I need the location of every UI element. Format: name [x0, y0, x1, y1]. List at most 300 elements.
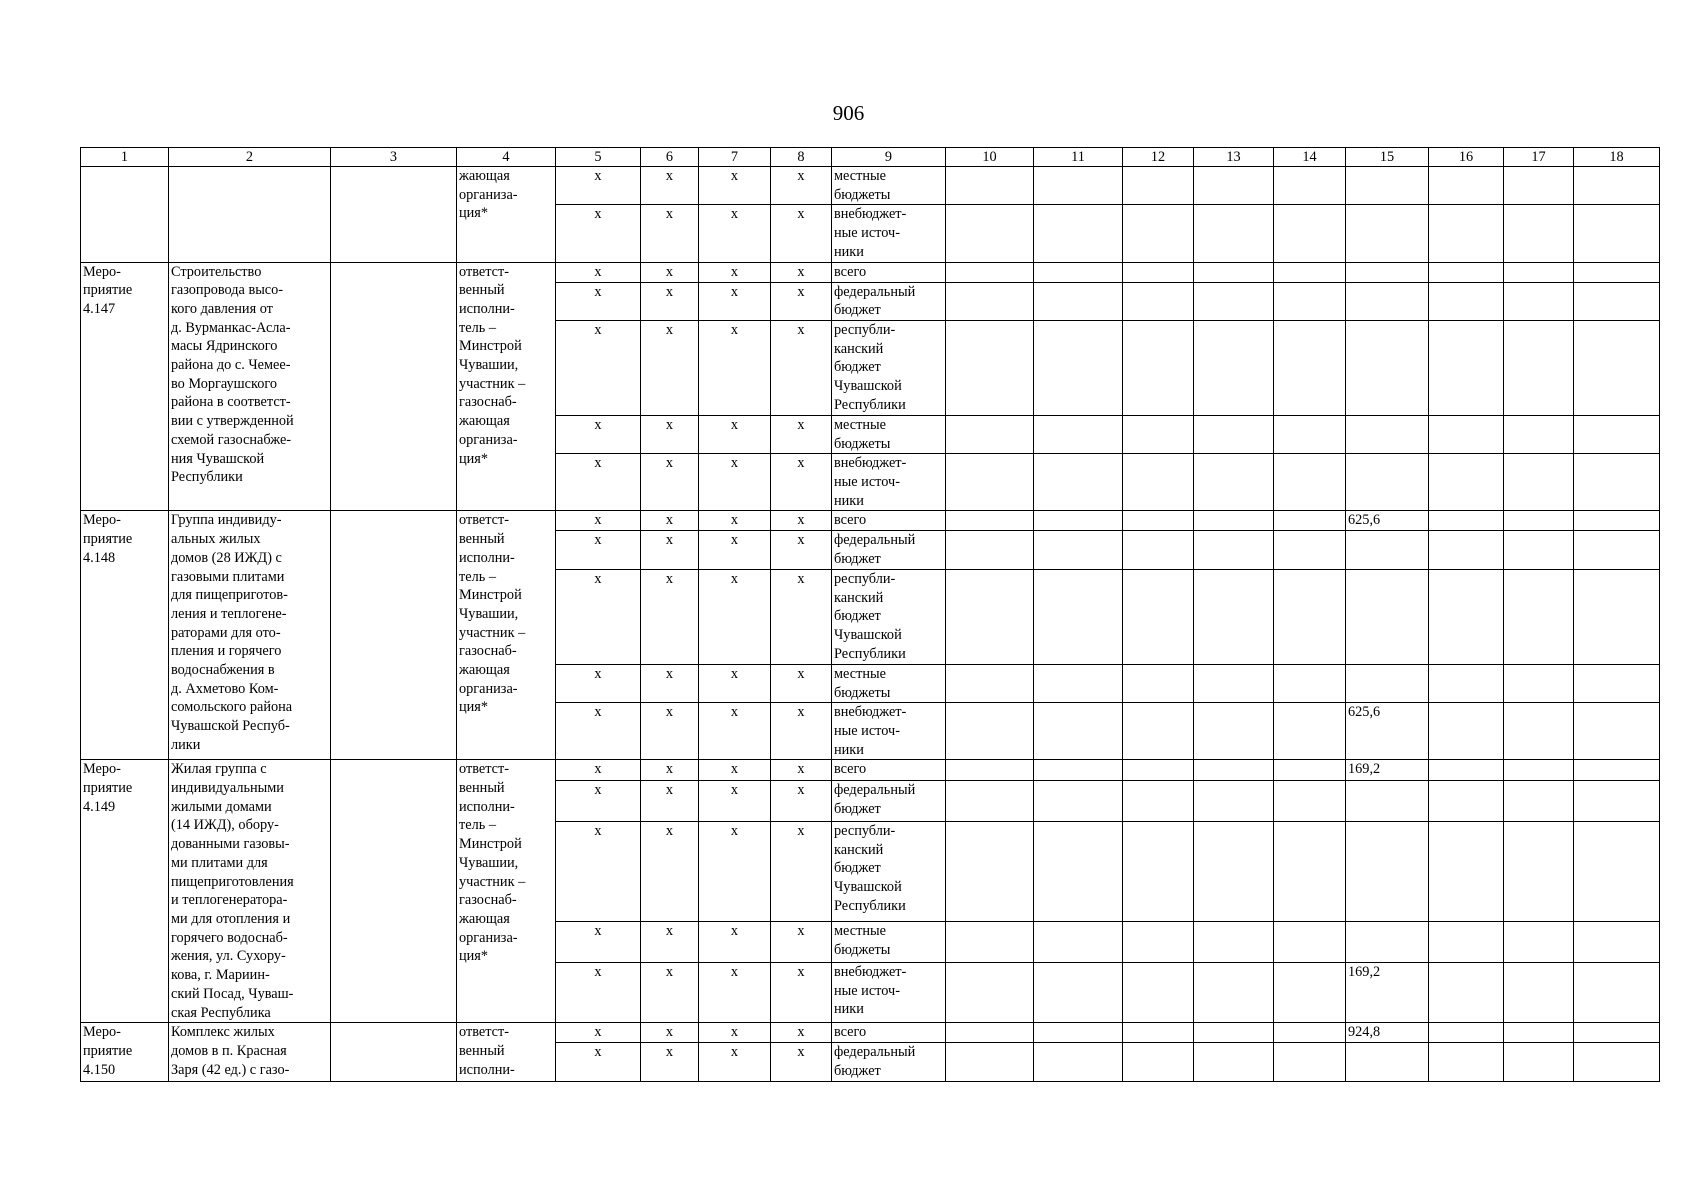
value-cell: [1194, 703, 1274, 760]
value-cell: [946, 167, 1034, 205]
x-mark: x: [699, 262, 771, 282]
value-cell: [1034, 569, 1123, 664]
value-cell: [946, 822, 1034, 922]
value-cell: [946, 454, 1034, 511]
value-cell: [1429, 1043, 1504, 1081]
funding-source: внебюджет- ные источ- ники: [832, 454, 946, 511]
budget-table: [80, 147, 1660, 1082]
value-cell: [1034, 1023, 1123, 1043]
x-mark: x: [771, 822, 832, 922]
funding-source: всего: [832, 262, 946, 282]
value-cell: [1574, 822, 1660, 922]
value-cell: [1034, 962, 1123, 1022]
measure-name: Комплекс жилых домов в п. Красная Заря (42 ед.) с газо-: [169, 1023, 331, 1081]
value-column-15: 169,2: [1346, 962, 1429, 1022]
value-cell: [1194, 531, 1274, 569]
value-cell: [1574, 167, 1660, 205]
value-cell: [1429, 781, 1504, 822]
value-column-15: 924,8: [1346, 1023, 1429, 1043]
value-cell: [1429, 454, 1504, 511]
value-cell: [1574, 320, 1660, 415]
value-cell: [1504, 703, 1574, 760]
value-cell: [946, 664, 1034, 702]
x-mark: x: [699, 664, 771, 702]
value-column-15: [1346, 205, 1429, 262]
x-mark: x: [699, 569, 771, 664]
funding-source: федеральный бюджет: [832, 781, 946, 822]
x-mark: x: [771, 511, 832, 531]
value-cell: [1574, 415, 1660, 453]
column-number-header: 18: [1574, 148, 1660, 167]
value-cell: [1194, 664, 1274, 702]
value-cell: [1429, 320, 1504, 415]
value-cell: [1504, 262, 1574, 282]
value-cell: [1504, 282, 1574, 320]
value-cell: [1194, 511, 1274, 531]
value-cell: [1574, 703, 1660, 760]
funding-source: внебюджет- ные источ- ники: [832, 703, 946, 760]
value-cell: [1034, 511, 1123, 531]
value-cell: [1274, 262, 1346, 282]
column-number-header: 7: [699, 148, 771, 167]
x-mark: x: [699, 511, 771, 531]
value-cell: [946, 922, 1034, 963]
column-number-header: 6: [641, 148, 699, 167]
column-number-header: 5: [556, 148, 641, 167]
value-cell: [1574, 531, 1660, 569]
value-cell: [1429, 569, 1504, 664]
value-cell: [1194, 822, 1274, 922]
value-cell: [946, 703, 1034, 760]
value-cell: [946, 262, 1034, 282]
value-cell: [1574, 922, 1660, 963]
value-cell: [1034, 1043, 1123, 1081]
value-cell: [1034, 454, 1123, 511]
value-cell: [1504, 822, 1574, 922]
value-cell: [1034, 760, 1123, 781]
value-cell: [1429, 962, 1504, 1022]
x-mark: x: [556, 531, 641, 569]
column-number-header: 14: [1274, 148, 1346, 167]
value-cell: [1123, 531, 1194, 569]
x-mark: x: [771, 205, 832, 262]
column-number-header: 9: [832, 148, 946, 167]
x-mark: x: [556, 282, 641, 320]
funding-source: местные бюджеты: [832, 415, 946, 453]
value-cell: [1034, 922, 1123, 963]
x-mark: x: [641, 760, 699, 781]
value-cell: [1574, 664, 1660, 702]
value-cell: [1123, 511, 1194, 531]
value-cell: [1123, 282, 1194, 320]
x-mark: x: [699, 1023, 771, 1043]
funding-source: местные бюджеты: [832, 167, 946, 205]
x-mark: x: [771, 760, 832, 781]
value-cell: [1123, 760, 1194, 781]
column-3-cell: [331, 760, 457, 1023]
x-mark: x: [556, 1023, 641, 1043]
value-cell: [1123, 822, 1194, 922]
x-mark: x: [771, 415, 832, 453]
value-cell: [1194, 1043, 1274, 1081]
value-column-15: [1346, 531, 1429, 569]
value-cell: [946, 962, 1034, 1022]
x-mark: x: [641, 282, 699, 320]
value-cell: [1504, 320, 1574, 415]
funding-source: федеральный бюджет: [832, 282, 946, 320]
value-cell: [1429, 205, 1504, 262]
x-mark: x: [699, 781, 771, 822]
value-column-15: [1346, 664, 1429, 702]
x-mark: x: [556, 511, 641, 531]
value-cell: [1123, 415, 1194, 453]
measure-name: Группа индивиду- альных жилых домов (28 ИЖД) с газовыми плитами для пищеприготов- ления и теплогене- раторами для ото- пления и горячего водоснабжения в д. Ахметово Ком- сомольского района Чувашской Респуб- лики: [169, 511, 331, 760]
value-cell: [1034, 205, 1123, 262]
value-cell: [1574, 1043, 1660, 1081]
column-number-header: 8: [771, 148, 832, 167]
value-cell: [946, 760, 1034, 781]
measure-code: [81, 167, 169, 263]
funding-source: внебюджет- ные источ- ники: [832, 205, 946, 262]
funding-source: федеральный бюджет: [832, 531, 946, 569]
x-mark: x: [556, 320, 641, 415]
value-column-15: [1346, 320, 1429, 415]
x-mark: x: [641, 205, 699, 262]
x-mark: x: [699, 531, 771, 569]
value-cell: [1123, 262, 1194, 282]
value-cell: [1429, 167, 1504, 205]
column-3-cell: [331, 167, 457, 263]
value-cell: [1034, 531, 1123, 569]
x-mark: x: [556, 781, 641, 822]
value-cell: [1123, 205, 1194, 262]
value-cell: [1274, 760, 1346, 781]
funding-source: всего: [832, 1023, 946, 1043]
x-mark: x: [641, 822, 699, 922]
value-cell: [1274, 511, 1346, 531]
column-number-header: 13: [1194, 148, 1274, 167]
value-cell: [946, 1023, 1034, 1043]
value-cell: [1194, 205, 1274, 262]
x-mark: x: [641, 262, 699, 282]
value-cell: [1274, 962, 1346, 1022]
measure-name: Строительство газопровода высо- кого давления от д. Вурманкас-Асла- масы Ядринского района до с. Чемее- во Моргаушского района в соответст- вии с утвержденной схемой газоснабже- ния Чувашской Республики: [169, 262, 331, 511]
x-mark: x: [699, 703, 771, 760]
value-column-15: [1346, 454, 1429, 511]
value-cell: [946, 781, 1034, 822]
column-number-header: 11: [1034, 148, 1123, 167]
x-mark: x: [771, 1043, 832, 1081]
table-row: [81, 167, 1660, 205]
value-cell: [1504, 569, 1574, 664]
value-cell: [1194, 262, 1274, 282]
value-cell: [1274, 167, 1346, 205]
value-cell: [1194, 781, 1274, 822]
column-number-header: 10: [946, 148, 1034, 167]
value-cell: [1123, 1043, 1194, 1081]
value-cell: [1274, 781, 1346, 822]
page-number: 906: [832, 101, 865, 125]
x-mark: x: [641, 454, 699, 511]
value-cell: [1123, 703, 1194, 760]
value-cell: [1574, 282, 1660, 320]
value-cell: [1034, 320, 1123, 415]
x-mark: x: [556, 454, 641, 511]
x-mark: x: [699, 415, 771, 453]
funding-source: республи- канский бюджет Чувашской Республики: [832, 822, 946, 922]
value-cell: [1504, 511, 1574, 531]
x-mark: x: [641, 962, 699, 1022]
value-cell: [1574, 1023, 1660, 1043]
value-cell: [1194, 282, 1274, 320]
value-cell: [1034, 282, 1123, 320]
measure-code: Меро- приятие 4.147: [81, 262, 169, 511]
x-mark: x: [641, 664, 699, 702]
x-mark: x: [771, 454, 832, 511]
x-mark: x: [771, 531, 832, 569]
value-cell: [1429, 822, 1504, 922]
value-cell: [1194, 922, 1274, 963]
value-cell: [1429, 511, 1504, 531]
value-cell: [1034, 167, 1123, 205]
value-cell: [1123, 664, 1194, 702]
value-cell: [1274, 531, 1346, 569]
x-mark: x: [641, 703, 699, 760]
executor-cell: ответст- венный исполни- тель – Минстрой Чувашии, участник – газоснаб- жающая организа- ция*: [457, 511, 556, 760]
value-cell: [1574, 781, 1660, 822]
value-cell: [1034, 664, 1123, 702]
value-cell: [1194, 962, 1274, 1022]
measure-code: Меро- приятие 4.148: [81, 511, 169, 760]
x-mark: x: [556, 262, 641, 282]
x-mark: x: [771, 282, 832, 320]
value-cell: [1504, 1023, 1574, 1043]
table-row: [81, 1023, 1660, 1043]
value-cell: [1123, 454, 1194, 511]
value-cell: [1274, 703, 1346, 760]
table-row: [81, 262, 1660, 282]
value-cell: [1429, 282, 1504, 320]
x-mark: x: [699, 760, 771, 781]
measure-code: Меро- приятие 4.149: [81, 760, 169, 1023]
value-cell: [1504, 415, 1574, 453]
value-cell: [946, 511, 1034, 531]
x-mark: x: [699, 454, 771, 511]
value-cell: [1274, 922, 1346, 963]
value-cell: [1123, 922, 1194, 963]
x-mark: x: [641, 1023, 699, 1043]
x-mark: x: [699, 167, 771, 205]
column-number-header: 12: [1123, 148, 1194, 167]
funding-source: федеральный бюджет: [832, 1043, 946, 1081]
column-number-row: [81, 148, 1660, 167]
value-column-15: [1346, 262, 1429, 282]
x-mark: x: [641, 569, 699, 664]
value-cell: [1034, 262, 1123, 282]
value-cell: [1123, 962, 1194, 1022]
x-mark: x: [556, 205, 641, 262]
executor-cell: жающая организа- ция*: [457, 167, 556, 263]
x-mark: x: [771, 320, 832, 415]
value-column-15: 625,6: [1346, 703, 1429, 760]
x-mark: x: [699, 282, 771, 320]
x-mark: x: [556, 415, 641, 453]
value-cell: [1504, 760, 1574, 781]
value-cell: [1504, 962, 1574, 1022]
value-cell: [1429, 760, 1504, 781]
value-cell: [1123, 320, 1194, 415]
executor-cell: ответст- венный исполни- тель – Минстрой Чувашии, участник – газоснаб- жающая организа- ция*: [457, 760, 556, 1023]
column-number-header: 2: [169, 148, 331, 167]
value-column-15: [1346, 822, 1429, 922]
value-cell: [1429, 262, 1504, 282]
value-cell: [1504, 167, 1574, 205]
value-column-15: [1346, 282, 1429, 320]
x-mark: x: [699, 822, 771, 922]
value-cell: [1123, 569, 1194, 664]
x-mark: x: [641, 1043, 699, 1081]
value-cell: [946, 320, 1034, 415]
funding-source: республи- канский бюджет Чувашской Республики: [832, 569, 946, 664]
value-cell: [1034, 781, 1123, 822]
table-row: [81, 760, 1660, 781]
value-column-15: [1346, 569, 1429, 664]
value-cell: [946, 569, 1034, 664]
value-column-15: [1346, 415, 1429, 453]
column-number-header: 16: [1429, 148, 1504, 167]
x-mark: x: [771, 664, 832, 702]
value-column-15: 169,2: [1346, 760, 1429, 781]
executor-cell: ответст- венный исполни- тель – Минстрой Чувашии, участник – газоснаб- жающая организа- ция*: [457, 262, 556, 511]
x-mark: x: [771, 962, 832, 1022]
value-column-15: [1346, 781, 1429, 822]
value-cell: [1034, 822, 1123, 922]
value-cell: [1194, 454, 1274, 511]
funding-source: местные бюджеты: [832, 922, 946, 963]
x-mark: x: [771, 167, 832, 205]
value-column-15: [1346, 1043, 1429, 1081]
value-cell: [1274, 415, 1346, 453]
value-cell: [1504, 531, 1574, 569]
value-cell: [946, 205, 1034, 262]
funding-source: всего: [832, 511, 946, 531]
x-mark: x: [641, 167, 699, 205]
value-cell: [1034, 415, 1123, 453]
value-cell: [1274, 282, 1346, 320]
column-number-header: 17: [1504, 148, 1574, 167]
x-mark: x: [556, 822, 641, 922]
value-cell: [1429, 664, 1504, 702]
x-mark: x: [556, 922, 641, 963]
value-cell: [1274, 569, 1346, 664]
column-number-header: 15: [1346, 148, 1429, 167]
value-cell: [1274, 320, 1346, 415]
value-cell: [1504, 454, 1574, 511]
value-cell: [1274, 1023, 1346, 1043]
column-3-cell: [331, 511, 457, 760]
value-cell: [1429, 1023, 1504, 1043]
value-cell: [1429, 703, 1504, 760]
value-cell: [1504, 205, 1574, 262]
x-mark: x: [699, 205, 771, 262]
x-mark: x: [641, 922, 699, 963]
value-cell: [1194, 569, 1274, 664]
measure-code: Меро- приятие 4.150: [81, 1023, 169, 1081]
table-row: [81, 511, 1660, 531]
x-mark: x: [556, 167, 641, 205]
x-mark: x: [771, 781, 832, 822]
value-cell: [1274, 205, 1346, 262]
x-mark: x: [771, 1023, 832, 1043]
x-mark: x: [641, 531, 699, 569]
x-mark: x: [641, 320, 699, 415]
measure-name: Жилая группа с индивидуальными жилыми домами (14 ИЖД), обору- дованными газовы- ми плитами для пищеприготовления и теплогенератора- ми для отопления и горячего водоснаб- жения, ул. Сухору- кова, г. Мариин- ский Посад, Чуваш- ская Республика: [169, 760, 331, 1023]
value-cell: [1504, 664, 1574, 702]
value-cell: [1194, 415, 1274, 453]
funding-source: внебюджет- ные источ- ники: [832, 962, 946, 1022]
value-cell: [1574, 205, 1660, 262]
x-mark: x: [556, 962, 641, 1022]
column-number-header: 4: [457, 148, 556, 167]
x-mark: x: [641, 781, 699, 822]
value-cell: [1274, 664, 1346, 702]
x-mark: x: [699, 320, 771, 415]
value-cell: [1194, 320, 1274, 415]
value-cell: [1429, 922, 1504, 963]
value-cell: [1274, 1043, 1346, 1081]
value-cell: [1504, 781, 1574, 822]
value-cell: [1034, 703, 1123, 760]
value-cell: [1194, 1023, 1274, 1043]
funding-source: местные бюджеты: [832, 664, 946, 702]
value-cell: [1574, 569, 1660, 664]
value-cell: [1574, 511, 1660, 531]
funding-source: республи- канский бюджет Чувашской Республики: [832, 320, 946, 415]
x-mark: x: [771, 703, 832, 760]
x-mark: x: [641, 511, 699, 531]
x-mark: x: [641, 415, 699, 453]
x-mark: x: [771, 922, 832, 963]
value-cell: [1194, 167, 1274, 205]
x-mark: x: [699, 962, 771, 1022]
value-cell: [1574, 760, 1660, 781]
x-mark: x: [771, 262, 832, 282]
value-cell: [1574, 262, 1660, 282]
x-mark: x: [556, 1043, 641, 1081]
x-mark: x: [699, 1043, 771, 1081]
value-cell: [1274, 454, 1346, 511]
value-cell: [1123, 1023, 1194, 1043]
measure-name: [169, 167, 331, 263]
value-cell: [1123, 167, 1194, 205]
value-cell: [1574, 962, 1660, 1022]
column-number-header: 1: [81, 148, 169, 167]
value-cell: [1429, 415, 1504, 453]
value-cell: [1123, 781, 1194, 822]
x-mark: x: [556, 703, 641, 760]
x-mark: x: [556, 569, 641, 664]
value-cell: [946, 415, 1034, 453]
x-mark: x: [771, 569, 832, 664]
x-mark: x: [556, 760, 641, 781]
value-column-15: [1346, 922, 1429, 963]
value-cell: [1504, 1043, 1574, 1081]
value-cell: [1274, 822, 1346, 922]
value-column-15: 625,6: [1346, 511, 1429, 531]
value-cell: [946, 282, 1034, 320]
column-3-cell: [331, 1023, 457, 1081]
x-mark: x: [699, 922, 771, 963]
